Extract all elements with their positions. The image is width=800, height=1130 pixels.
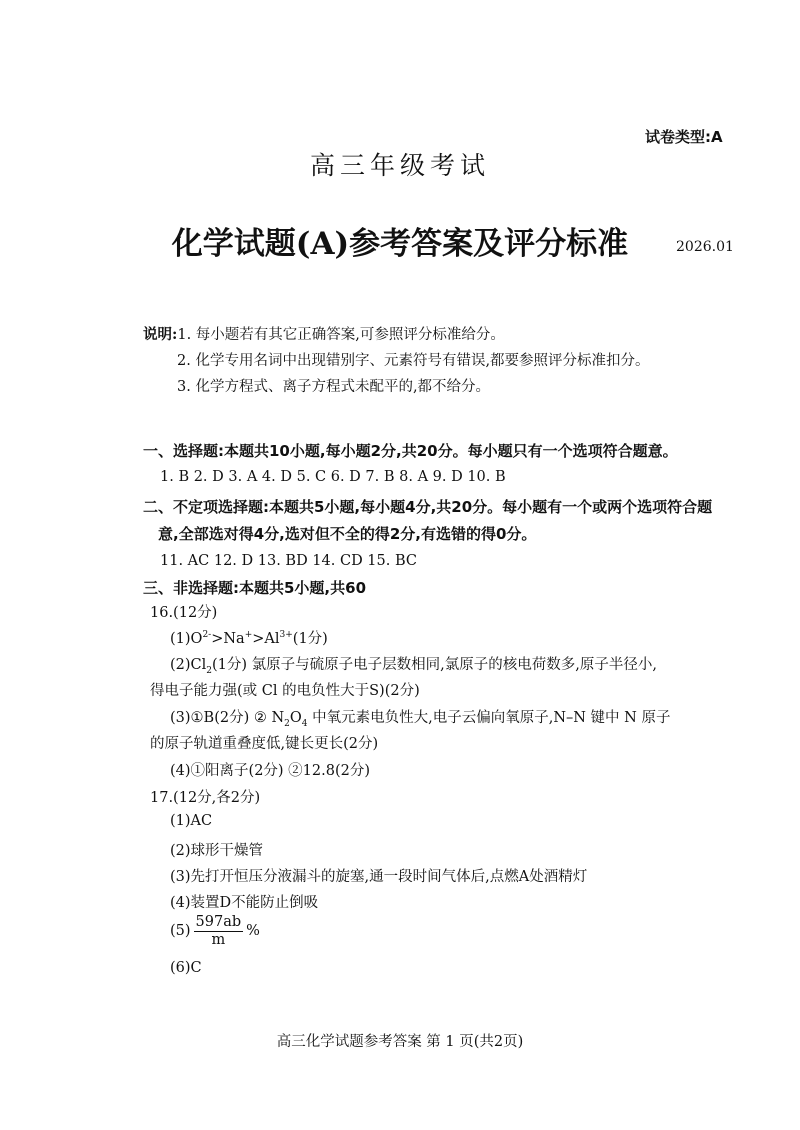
section2-heading-line2: 意,全部选对得4分,选对但不全的得2分,有选错的得0分。 [158,525,537,543]
q16-part3: (3)①B(2分) ② $N_2O_4$ 中氧元素电负性大,电子云偏向氧原子,N–N 键中 N 原子 [170,710,671,729]
section3-heading: 三、非选择题:本题共5小题,共60 [143,579,367,597]
paper-type-label: 试卷类型:A [645,128,723,146]
section2-heading-line1: 二、不定项选择题:本题共5小题,每小题4分,共20分。每小题有一个或两个选项符合题 [143,498,713,516]
section1-heading: 一、选择题:本题共10小题,每小题2分,共20分。每小题只有一个选项符合题意。 [143,442,678,460]
notes-item-1-text: 1. 每小题若有其它正确答案,可参照评分标准给分。 [177,327,505,343]
q17-part5: (5) $\frac{597ab}{m}$ % [170,914,260,948]
q16-part4: (4)①阳离子(2分) ②12.8(2分) [170,763,371,779]
document-title: 化学试题(A)参考答案及评分标准 [171,226,629,262]
notes-item-3: 3. 化学方程式、离子方程式未配平的,都不给分。 [177,379,491,395]
exam-date: 2026.01 [676,239,734,255]
fraction: $\frac{597ab}{m}$ [195,914,242,948]
q17-part4: (4)装置D不能防止倒吸 [170,895,319,911]
q16-part2: $(2)Cl_2(1$分) 氯原子与硫原子电子层数相同,氯原子的核电荷数多,原子半径小, [170,657,657,676]
section1-answers: 1. B 2. D 3. A 4. D 5. C 6. D 7. B 8. A 9. D 10. B [160,469,506,485]
notes-label: 说明: [143,326,178,343]
q17-part2: (2)球形干燥管 [170,843,264,859]
q17-header: 17.(12分,各2分) [150,790,261,806]
q17-part3: (3)先打开恒压分液漏斗的旋塞,通一段时间气体后,点燃A处酒精灯 [170,869,588,885]
notes-item-1 [143,323,505,344]
page-footer: 高三化学试题参考答案 第 1 页(共2页) [276,1034,524,1050]
notes-item-2: 2. 化学专用名词中出现错别字、元素符号有错误,都要参照评分标准扣分。 [177,353,650,369]
q16-part1: $(1)O^{2-}>Na^+>Al^{3+}(1$分) [170,630,328,647]
q16-part3-line2: 的原子轨道重叠度低,键长更长(2分) [150,736,379,752]
exam-title: 高三年级考试 [309,151,490,180]
q16-header: 16.(12分) [150,605,218,621]
q16-part2-line2: 得电子能力强(或 Cl 的电负性大于S)(2分) [150,683,420,699]
q17-part6: (6)C [170,960,202,976]
q17-part1: (1)AC [170,813,213,829]
section2-answers: 11. AC 12. D 13. BD 14. CD 15. BC [160,553,417,569]
